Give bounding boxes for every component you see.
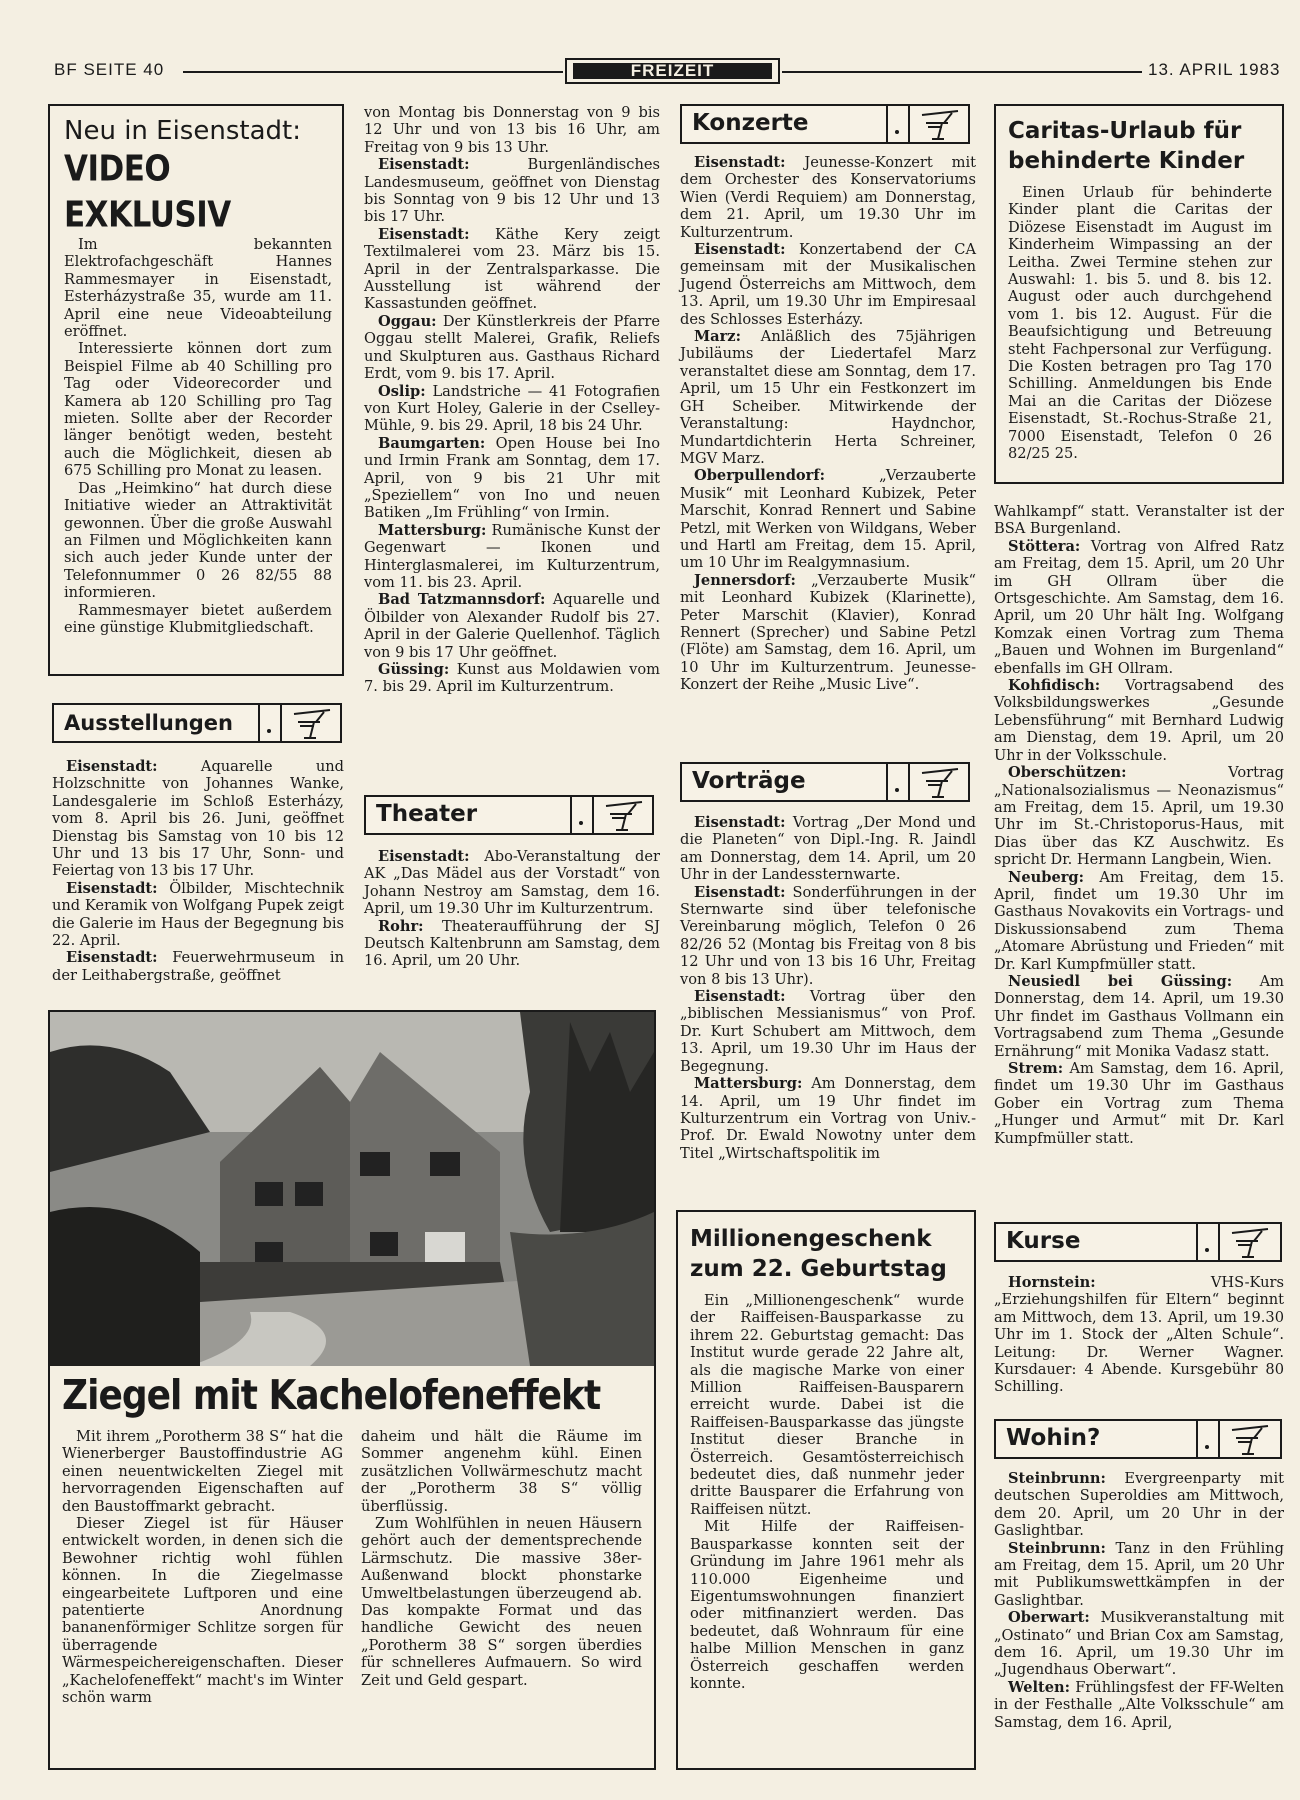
list-item: [680, 1075, 976, 1162]
item-text: Ölbilder, Mischtechnik und Keramik von Wolfgang Pupek zeigt die Galerie im Haus der Begegnung bis 22. April.: [52, 879, 345, 950]
place-name: Neusiedl bei Güssing:: [1008, 972, 1233, 990]
raiffeisen-paragraph: Ein „Millionengeschenk“ wurde der Raiffeisen-Bausparkasse zu ihrem 22. Geburtstag gemacht: Das Institut wurde gerade 22 Jahre alt, als die magische Marke von einer Million Raiffeisen-Bausparern erreicht wurde. Dabei ist die Raiffeisen-Bausparkasse das jüngste Institut dieser Branche in Österreich. Gesamtösterreichisch bedeutet dies, daß nunmehr jeder dritte Bausparer die Erfahrung von Raiffeisen nützt.: [690, 1292, 964, 1518]
video-paragraph: Im bekannten Elektrofachgeschäft Hannes Rammesmayer in Eisenstadt, Esterházystraße 35, wurde am 11. April eine neue Videoabteilung eröffnet.: [64, 236, 332, 341]
caritas-box: [994, 104, 1284, 484]
place-name: Strem:: [1008, 1060, 1064, 1077]
list-item: [994, 503, 1284, 538]
list-item: [364, 156, 660, 226]
list-item: [364, 918, 660, 970]
place-name: Güssing:: [378, 661, 450, 678]
wohin-header: [994, 1419, 1282, 1459]
section-dot: [258, 705, 282, 741]
list-item: [364, 848, 660, 918]
header-rule-left: [183, 71, 563, 73]
list-item: [364, 313, 660, 383]
ausstellungen-list: [52, 758, 344, 984]
item-text: Konzertabend der CA gemeinsam mit der Musikalischen Jugend Österreichs am Mittwoch, dem 13. April, um 19.30 Uhr im Empiresaal des Schlosses Esterházy.: [680, 241, 976, 328]
item-text: Sonderführungen in der Sternwarte sind über telefonische Vereinbarung möglich, Telefon 0 26 82/26 52 (Montag bis Freitag von 8 bis 12 Uhr und von 13 bis 16 Uhr, Freitag von 8 bis 13 Uhr).: [680, 883, 976, 988]
ziegel-paragraph: Mit ihrem „Porotherm 38 S“ hat die Wienerberger Baustoffindustrie AG einen neuentwickelten Ziegel mit hervorragenden Eigenschaften auf den Baustoffmarkt gebracht.: [62, 1428, 343, 1515]
place-name: Eisenstadt:: [694, 883, 786, 901]
item-text: Am Freitag, dem 15. April, findet um 19.30 Uhr im Gasthaus Novakovits ein Vortrags- und Diskussionsabend zum Thema „Atomare Abrüstung und Frieden“ mit Dr. Karl Kumpfmüller statt.: [994, 868, 1284, 973]
video-paragraph: Das „Heimkino“ hat durch diese Initiative wieder an Attraktivität gewonnen. Über die große Auswahl an Filmen und Möglichkeiten kann sich auch jeder Kunde unter der Telefonnummer 0 26 82/55 88 informieren.: [64, 479, 332, 602]
video-body: [64, 236, 332, 636]
item-text: Aquarelle und Ölbilder von Alexander Rudolf bis 27. April in der Galerie Quellenhof. Täglich von 9 bis 17 Uhr geöffnet.: [364, 591, 660, 661]
vortraege-list: [680, 814, 976, 1162]
ziegel-box: [48, 1010, 656, 1366]
ziegel-article: [48, 1366, 656, 1770]
place-name: Eisenstadt:: [66, 758, 158, 775]
place-name: Oberpullendorf:: [694, 467, 825, 485]
list-item: [364, 104, 660, 156]
item-text: Der Künstlerkreis der Pfarre Oggau stellt Malerei, Grafik, Reliefs und Skulpturen aus. Gasthaus Richard Erdt, vom 9. bis 17. April.: [364, 312, 661, 383]
place-name: Eisenstadt:: [694, 241, 786, 259]
kurse-list: [994, 1274, 1284, 1396]
item-text: Am Donnerstag, dem 14. April, um 19.30 Uhr findet im Gasthaus Vollmann ein Vortragsabend zum Thema „Gesunde Ernährung“ mit Monika Vadasz statt.: [994, 972, 1284, 1060]
place-name: Mattersburg:: [694, 1075, 803, 1093]
place-name: Oslip:: [378, 382, 426, 400]
list-item: [994, 677, 1284, 764]
place-name: Hornstein:: [1008, 1274, 1096, 1291]
place-name: Marz:: [694, 328, 741, 346]
video-kicker: Neu in Eisenstadt:: [64, 116, 301, 146]
list-item: [680, 572, 976, 694]
list-item: [364, 591, 660, 661]
item-text: Feuerwehrmuseum in der Leithabergstraße, geöffnet: [52, 949, 344, 984]
section-tab: [565, 58, 780, 84]
wohin-list: [994, 1470, 1284, 1731]
glass-icon: [1228, 1227, 1272, 1259]
ziegel-paragraph: daheim und hält die Räume im Sommer angenehm kühl. Einen zusätzlichen Vollwärmeschutz macht der „Porotherm 38 S“ völlig überflüssig.: [361, 1428, 642, 1515]
place-name: Eisenstadt:: [378, 156, 470, 174]
glass-icon: [290, 708, 334, 740]
issue-date: 13. APRIL 1983: [1148, 60, 1281, 79]
header-rule-right: [782, 71, 1142, 73]
item-text: „Verzauberte Musik“ mit Leonhard Kubizek, Peter Marschit, Konrad Rennert und Sabine Petzl, mit Werken von Wildgans, Weber und Hartl am Freitag, dem 15. April, um 10 Uhr im Realgymnasium.: [680, 467, 976, 572]
item-text: Aquarelle und Holzschnitte von Johannes Wanke, Landesgalerie im Schloß Esterházy, vom 8. April bis 26. Juni, geöffnet Dienstag bis Samstag von 10 bis 12 Uhr und 13 bis 17 Uhr, Sonn- und Feiertag von 13 bis 17 Uhr.: [52, 758, 344, 880]
video-paragraph: Interessierte können dort zum Beispiel Filme ab 40 Schilling pro Tag oder Videorecorder und Kamera ab 120 Schilling pro Tag mieten. Sollte aber der Recorder länger benötigt weden, besteht auch die Möglichkeit, diesen ab 675 Schilling pro Monat zu leasen.: [64, 340, 332, 480]
glass-icon: [918, 767, 962, 799]
theater-list: [364, 848, 660, 970]
item-text: Vortrag „Der Mond und die Planeten“ von Dipl.-Ing. R. Jaindl am Donnerstag, dem 14. April, um 20 Uhr in der Landessternwarte.: [680, 814, 977, 884]
item-text: Evergreenparty mit deutschen Superoldies am Mittwoch, dem 20. April, um 20 Uhr in der Gaslightbar.: [994, 1470, 1284, 1540]
glass-icon: [1228, 1424, 1272, 1456]
ziegel-col-2: [361, 1428, 642, 1707]
list-item: [994, 1274, 1284, 1396]
list-item: [680, 154, 976, 241]
place-name: Eisenstadt:: [694, 814, 786, 831]
list-item: [680, 988, 976, 1075]
video-box: [48, 104, 344, 676]
page-number: BF SEITE 40: [54, 60, 165, 79]
section-dot: [1196, 1224, 1220, 1260]
list-item: [680, 467, 976, 571]
kurse-label: Kurse: [1006, 1228, 1081, 1254]
list-item: [364, 522, 660, 592]
glass-icon: [602, 800, 646, 832]
item-text: Landstriche — 41 Fotografien von Kurt Holey, Galerie in der Cselley-Mühle, 9. bis 29. April, 18 bis 24 Uhr.: [364, 382, 660, 435]
col2-list: [364, 104, 660, 696]
place-name: Steinbrunn:: [1008, 1470, 1106, 1487]
item-text: Frühlingsfest der FF-Welten in der Festhalle „Alte Volksschule“ am Samstag, dem 16. April,: [994, 1678, 1284, 1731]
list-item: [994, 1540, 1284, 1610]
place-name: Oggau:: [378, 312, 437, 330]
kurse-header: [994, 1222, 1282, 1262]
konzerte-header: [680, 104, 970, 144]
ziegel-columns: [62, 1428, 642, 1707]
place-name: Oberschützen:: [1008, 764, 1127, 782]
place-name: Eisenstadt:: [378, 225, 470, 243]
raiffeisen-box: [676, 1210, 976, 1770]
list-item: [364, 383, 660, 435]
item-text: Abo-Veranstaltung der AK „Das Mädel aus der Vorstadt“ von Johann Nestroy am Samstag, dem 16. April, um 19.30 Uhr im Kulturzentrum.: [364, 848, 660, 918]
list-item: [994, 973, 1284, 1060]
list-item: [994, 538, 1284, 677]
vortraege-header: [680, 762, 970, 802]
item-text: Am Samstag, dem 16. April, findet um 19.30 Uhr im Gasthaus Gober ein Vortrag zum Thema „Hunger und Armut“ mit Dr. Karl Kumpfmüller statt.: [994, 1060, 1284, 1147]
place-name: Rohr:: [378, 917, 424, 935]
list-item: [680, 328, 976, 467]
item-text: Wahlkampf“ statt. Veranstalter ist der BSA Burgenland.: [994, 503, 1284, 538]
vortraege-label: Vorträge: [692, 768, 806, 794]
list-item: [994, 1470, 1284, 1540]
item-text: Vortrag über den „biblischen Messianismus“ von Prof. Dr. Kurt Schubert am Mittwoch, dem 13. April, um 19.30 Uhr im Haus der Begegnung.: [680, 988, 976, 1075]
item-text: Vortrag „Nationalsozialismus — Neonazismus“ am Freitag, dem 15. April, um 19.30 Uhr im St.-Christoporus-Haus, mit Dias über das KZ Auschwitz. Es spricht Dr. Hermann Langbein, Wien.: [994, 764, 1284, 869]
place-name: Neuberg:: [1008, 868, 1085, 886]
item-text: „Verzauberte Musik“ mit Leonhard Kubizek (Klarinette), Peter Marschit (Klavier), Konrad Rennert (Sprecher) und Sabine Petzl (Flöte) am Samstag, dem 16. April, um 10 Uhr im Kulturzentrum. Jeunesse-Konzert der Reihe „Music Live“.: [680, 571, 976, 694]
item-text: Vortrag von Alfred Ratz am Freitag, dem 15. April, um 20 Uhr im GH Ollram über die Ortsgeschichte. Am Samstag, dem 16. April, um 20 Uhr hält Ing. Wolfgang Komzak einen Vortrag zum Thema „Bauen und Wohnen im Burgenland“ ebenfalls im GH Ollram.: [994, 537, 1284, 677]
place-name: Bad Tatzmannsdorf:: [378, 591, 546, 609]
section-dot: [886, 106, 910, 142]
list-item: [994, 1609, 1284, 1679]
section-name: FREIZEIT: [630, 61, 715, 80]
col4-list: [994, 503, 1284, 1147]
item-text: Tanz in den Frühling am Freitag, dem 15. April, um 20 Uhr mit Publikumswettkämpfen in der Gaslightbar.: [994, 1539, 1284, 1609]
list-item: [994, 764, 1284, 868]
list-item: [364, 435, 660, 522]
konzerte-label: Konzerte: [692, 110, 809, 136]
house-photo: [50, 1012, 654, 1366]
caritas-body: [1008, 184, 1272, 463]
list-item: [52, 880, 344, 950]
place-name: Welten:: [1008, 1678, 1071, 1696]
ziegel-col-1: [62, 1428, 343, 1707]
place-name: Eisenstadt:: [694, 988, 786, 1006]
item-text: Jeunesse-Konzert mit dem Orchester des Konservatoriums Wien (Verdi Requiem) am Donnerstag, dem 21. April, um 19.30 Uhr im Kulturzentrum.: [680, 154, 977, 241]
place-name: Steinbrunn:: [1008, 1539, 1106, 1557]
video-paragraph: Rammesmayer bietet außerdem eine günstige Klubmitgliedschaft.: [64, 601, 332, 636]
item-text: von Montag bis Donnerstag von 9 bis 12 Uhr und von 13 bis 16 Uhr, am Freitag von 9 bis 13 Uhr.: [364, 104, 660, 156]
item-text: Burgenländisches Landesmuseum, geöffnet von Dienstag bis Sonntag von 9 bis 12 Uhr und 13 bis 17 Uhr.: [364, 156, 660, 226]
place-name: Eisenstadt:: [378, 848, 470, 865]
list-item: [364, 226, 660, 313]
raiffeisen-body: [690, 1292, 964, 1692]
list-item: [994, 1679, 1284, 1731]
item-text: Rumänische Kunst der Gegenwart — Ikonen und Hinterglasmalerei, im Kulturzentrum, vom 11. bis 23. April.: [364, 521, 660, 591]
list-item: [680, 814, 976, 884]
raiffeisen-paragraph: Mit Hilfe der Raiffeisen-Bausparkasse konnten seit der Gründung im Jahre 1961 mehr als 110.000 Eigenheime und Eigentumswohnungen finanziert oder mitfinanziert werden. Das bedeutet, daß Wohnraum für eine halbe Million Menschen in ganz Österreich geschaffen werden konnte.: [690, 1518, 964, 1692]
ziegel-paragraph: Dieser Ziegel ist für Häuser entwickelt worden, in denen sich die Bewohner richtig wohl fühlen können. In die Ziegelmasse eingearbeitete Luftporen und eine patentierte Anordnung bananenförmiger Schlitze sorgen für überragende Wärmespeichereigenschaften. Dieser „Kachelofeneffekt“ macht's im Winter schön warm: [62, 1515, 343, 1707]
list-item: [364, 661, 660, 696]
theater-header: [364, 795, 654, 835]
video-title: VIDEO EXKLUSIV: [64, 148, 231, 236]
place-name: Stöttera:: [1008, 537, 1081, 555]
caritas-paragraph: Einen Urlaub für behinderte Kinder plant die Caritas der Diözese Eisenstadt im August im Kinderheim Wimpassing an der Leitha. Zwei Termine stehen zur Auswahl: 1. bis 5. und 8. bis 12. August oder auch durchgehend vom 1. bis 12. August. Für die Beaufsichtigung und Betreuung steht Fachpersonal zur Verfügung. Die Kosten betragen pro Tag 170 Schilling. Anmeldungen bis Ende Mai an die Caritas der Diözese Eisenstadt, St.-Rochus-Straße 21, 7000 Eisenstadt, Telefon 0 26 82/25 25.: [1008, 184, 1272, 463]
place-name: Kohfidisch:: [1008, 677, 1101, 695]
page-header: [0, 0, 1300, 90]
theater-label: Theater: [376, 801, 478, 827]
section-dot: [886, 764, 910, 800]
section-dot: [1196, 1421, 1220, 1457]
wohin-label: Wohin?: [1006, 1425, 1101, 1451]
ausstellungen-label: Ausstellungen: [64, 711, 234, 735]
item-text: Kunst aus Moldawien vom 7. bis 29. April im Kulturzentrum.: [364, 661, 661, 696]
list-item: [680, 241, 976, 328]
raiffeisen-title: Millionengeschenk zum 22. Geburtstag: [690, 1226, 947, 1282]
konzerte-list: [680, 154, 976, 694]
place-name: Mattersburg:: [378, 521, 487, 539]
item-text: Anläßlich des 75jährigen Jubiläums der Liedertafel Marz veranstaltet diese am Sonntag, dem 17. April, um 15 Uhr ein Festkonzert im GH Scheiber. Mitwirkende der Veranstaltung: Haydnchor, Mundartdichterin Herta Schreiner, MGV Marz.: [680, 328, 976, 467]
item-text: Vortragsabend des Volksbildungswerkes „Gesunde Lebensführung“ mit Bernhard Ludwig am Dienstag, dem 19. April, um 20 Uhr in der Volksschule.: [994, 677, 1284, 764]
item-text: Musikveranstaltung mit „Ostinato“ und Brian Cox am Samstag, dem 16. April, um 19.30 Uhr im „Jugendhaus Oberwart“.: [994, 1609, 1284, 1679]
ziegel-title: Ziegel mit Kachelofeneffekt: [62, 1372, 601, 1420]
list-item: [994, 1060, 1284, 1147]
place-name: Jennersdorf:: [694, 571, 796, 589]
place-name: Oberwart:: [1008, 1609, 1090, 1627]
ziegel-paragraph: Zum Wohlfühlen in neuen Häusern gehört auch der dementsprechende Lärmschutz. Die massive 38er-Außenwand blockt phonstarke Umweltbelastungen überzeugend ab. Das kompakte Format und das handliche Gewicht des neuen „Porotherm 38 S“ sorgen überdies für schnelleres Aufmauern. So wird Zeit und Geld gespart.: [361, 1515, 642, 1689]
place-name: Eisenstadt:: [694, 154, 786, 171]
list-item: [52, 949, 344, 984]
ausstellungen-header: [52, 703, 342, 743]
list-item: [680, 884, 976, 988]
item-text: VHS-Kurs „Erziehungshilfen für Eltern“ beginnt am Mittwoch, dem 13. April, um 19.30 Uhr im 1. Stock der „Alten Schule“. Leitung: Dr. Werner Wagner. Kursdauer: 4 Abende. Kursgebühr 80 Schilling.: [994, 1274, 1284, 1396]
section-dot: [570, 797, 594, 833]
item-text: Käthe Kery zeigt Textilmalerei vom 23. März bis 15. April in der Zentralsparkasse. Die Ausstellung ist während der Kassastunden geöffnet.: [364, 225, 660, 313]
item-text: Am Donnerstag, dem 14. April, um 19 Uhr findet im Kulturzentrum ein Vortrag von Univ.-Prof. Dr. Ewald Nowotny unter dem Titel „Wirtschaftspolitik im: [680, 1075, 976, 1162]
item-text: Open House bei Ino und Irmin Frank am Sonntag, dem 17. April, von 9 bis 21 Uhr mit „Speziellem“ von Ino und neuen Batiken „Im Frühling“ von Irmin.: [364, 434, 660, 522]
place-name: Eisenstadt:: [66, 949, 158, 967]
place-name: Baumgarten:: [378, 434, 486, 452]
list-item: [52, 758, 344, 880]
place-name: Eisenstadt:: [66, 879, 158, 897]
item-text: Theateraufführung der SJ Deutsch Kaltenbrunn am Samstag, dem 16. April, um 20 Uhr.: [364, 917, 660, 970]
glass-icon: [918, 109, 962, 141]
list-item: [994, 869, 1284, 973]
caritas-title: Caritas-Urlaub für behinderte Kinder: [1008, 118, 1245, 174]
